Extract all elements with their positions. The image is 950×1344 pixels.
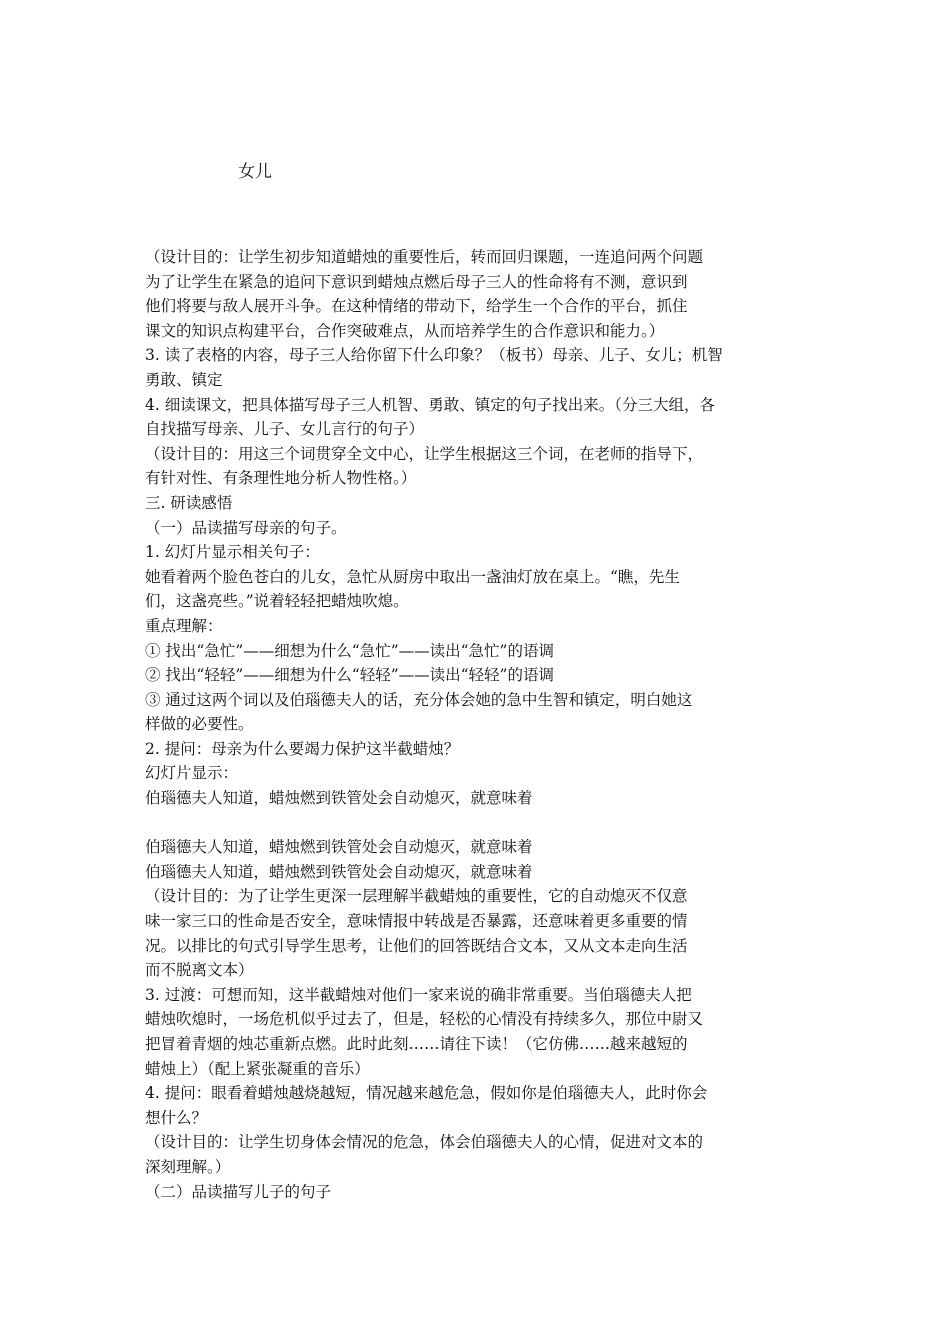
text-line: 伯瑙德夫人知道，蜡烛燃到铁管处会自动熄灭，就意味着	[145, 862, 533, 881]
text-line: （设计目的：为了让学生更深一层理解半截蜡烛的重要性，它的自动熄灭不仅意	[145, 887, 688, 906]
section-heading: 三. 研读感悟	[145, 493, 233, 512]
text-line: 伯瑙德夫人知道，蜡烛燃到铁管处会自动熄灭，就意味着	[145, 789, 533, 808]
text-line: 蜡烛上）（配上紧张凝重的音乐）	[145, 1059, 370, 1078]
text-line: 样做的必要性。	[145, 715, 254, 734]
text-line: 把冒着青烟的烛芯重新点燃。此时此刻……请往下读！（它仿佛……越来越短的	[145, 1035, 688, 1053]
text-line: 3. 过渡：可想而知，这半截蜡烛对他们一家来说的确非常重要。当伯瑙德夫人把	[145, 985, 692, 1004]
blank-line	[145, 811, 815, 836]
text-line: 为了让学生在紧急的追问下意识到蜡烛点燃后母子三人的性命将有不测，意识到	[145, 272, 688, 291]
text-line: 自找描写母亲、儿子、女儿言行的句子）	[145, 420, 425, 439]
page-heading: 女儿	[238, 162, 272, 182]
text-line: ① 找出“急忙”——细想为什么“急忙”——读出“急忙”的语调	[145, 641, 554, 660]
text-line: 重点理解：	[145, 616, 223, 635]
text-line: ③ 通过这两个词以及伯瑙德夫人的话，充分体会她的急中生智和镇定，明白她这	[145, 690, 693, 709]
text-line: 蜡烛吹熄时，一场危机似乎过去了，但是，轻松的心情没有持续多久，那位中尉又	[145, 1010, 704, 1029]
text-line: 3. 读了表格的内容，母子三人给你留下什么印象？（板书）母亲、儿子、女儿；机智	[145, 346, 723, 365]
text-line: 深刻理解。）	[145, 1157, 231, 1176]
text-line: 她看着两个脸色苍白的儿女，急忙从厨房中取出一盏油灯放在桌上。“瞧，先生	[145, 567, 680, 586]
text-line: 况。以排比的句式引导学生思考，让他们的回答既结合文本，又从文本走向生活	[145, 936, 688, 955]
text-line: 有针对性、有条理性地分析人物性格。）	[145, 469, 417, 488]
subsection-heading: （二）品读描写儿子的句子	[145, 1182, 332, 1201]
text-line: 2. 提问：母亲为什么要竭力保护这半截蜡烛？	[145, 739, 460, 758]
text-line: 他们将要与敌人展开斗争。在这种情绪的带动下，给学生一个合作的平台，抓住	[145, 297, 688, 316]
text-line: 味一家三口的性命是否安全，意味情报中转战是否暴露，还意味着更多重要的情	[145, 912, 688, 931]
text-line: 想什么？	[145, 1108, 208, 1127]
text-line: 1. 幻灯片显示相关句子：	[145, 543, 320, 562]
text-line: 4. 提问：眼看着蜡烛越烧越短，情况越来越危急，假如你是伯瑙德夫人，此时你会	[145, 1084, 708, 1103]
text-line: 们，这盏亮些。”说着轻轻把蜡烛吹熄。	[145, 592, 409, 611]
body-text	[145, 245, 815, 1204]
text-line: 伯瑙德夫人知道，蜡烛燃到铁管处会自动熄灭，就意味着	[145, 838, 533, 857]
text-line: （设计目的：用这三个词贯穿全文中心，让学生根据这三个词，在老师的指导下，	[145, 444, 704, 463]
text-line: 而不脱离文本）	[145, 961, 254, 980]
text-line: 课文的知识点构建平台，合作突破难点，从而培养学生的合作意识和能力。）	[145, 321, 665, 340]
text-line: （设计目的：让学生切身体会情况的危急，体会伯瑙德夫人的心情，促进对文本的	[145, 1133, 704, 1152]
text-line: （设计目的：让学生初步知道蜡烛的重要性后，转而回归课题，一连追问两个问题	[145, 248, 704, 266]
text-line: 幻灯片显示：	[145, 764, 239, 783]
text-line: ② 找出“轻轻”——细想为什么“轻轻”——读出“轻轻”的语调	[145, 666, 554, 685]
text-line: 勇敢、镇定	[145, 370, 223, 389]
text-line: 4. 细读课文，把具体描写母子三人机智、勇敢、镇定的句子找出来。（分三大组，各	[145, 395, 715, 414]
subsection-heading: （一）品读描写母亲的句子。	[145, 518, 347, 537]
